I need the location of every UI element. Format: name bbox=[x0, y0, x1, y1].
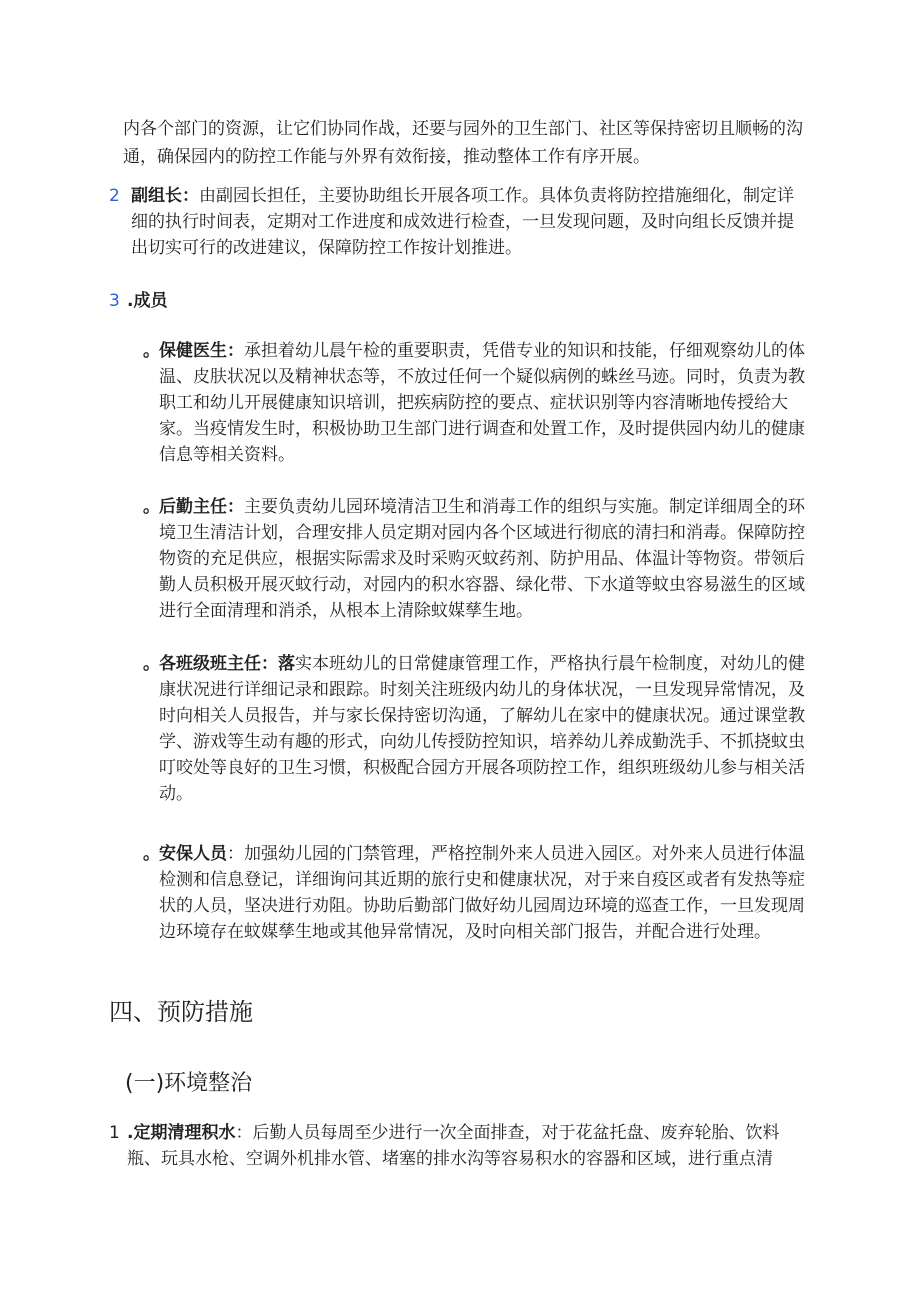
member-logistics-director bbox=[159, 494, 809, 624]
vice-leader-label: 副组长： bbox=[131, 186, 199, 206]
member-text: 实本班幼儿的日常健康管理工作，严格执行晨午检制度，对幼儿的健康状况进行详细记录和跟踪。时刻关注班级内幼儿的身体状况，一旦发现异常情况，及时向相关人员报告，并与家长保持密切沟通，了解幼儿在家中的健康状况。通过课堂教学、游戏等生动有趣的形式，向幼儿传授防控知识，培养幼儿养成勤洗手、不抓挠蚊虫叮咬处等良好的卫生习惯，积极配合园方开展各项防控工作，组织班级幼儿参与相关活动。 bbox=[159, 654, 805, 804]
member-security-staff bbox=[159, 841, 809, 945]
members-heading: .成员 bbox=[127, 291, 168, 311]
member-health-doctor bbox=[159, 338, 809, 468]
item-number: 2 bbox=[109, 186, 120, 206]
item-number: 1 bbox=[109, 1123, 120, 1143]
bullet-icon: 。 bbox=[143, 497, 160, 517]
member-label: 安保人员 bbox=[159, 844, 227, 864]
item-number: 3 bbox=[109, 291, 120, 311]
member-text: 主要负责幼儿园环境清洁卫生和消毒工作的组织与实施。制定详细周全的环境卫生清洁计划，合理安排人员定期对园内各个区域进行彻底的清扫和消毒。保障防控物资的充足供应，根据实际需求及时采购灭蚊药剂、防护用品、体温计等物资。带领后勤人员积极开展灭蚊行动，对园内的积水容器、绿化带、下水道等蚊虫容易滋生的区域进行全面清理和消杀，从根本上清除蚊媒孳生地。 bbox=[159, 497, 805, 621]
subsection-heading: (一)环境整治 bbox=[125, 1071, 253, 1096]
member-text: 承担着幼儿晨午检的重要职责，凭借专业的知识和技能，仔细观察幼儿的体温、皮肤状况以及精神状态等，不放过任何一个疑似病例的蛛丝马迹。同时，负责为教职工和幼儿开展健康知识培训，把疾病防控的要点、症状识别等内容清晰地传授给大家。当疫情发生时，积极协助卫生部门进行调查和处置工作，及时提供园内幼儿的健康信息等相关资料。 bbox=[159, 341, 805, 465]
bullet-icon: 。 bbox=[143, 844, 160, 864]
measure-text: ：后勤人员每周至少进行一次全面排查，对于花盆托盘、废弃轮胎、饮料瓶、玩具水枪、空调外机排水管、堵塞的排水沟等容易积水的容器和区域，进行重点清 bbox=[127, 1123, 780, 1169]
measure-label: .定期清理积水 bbox=[127, 1123, 236, 1143]
section-heading: 四、预防措施 bbox=[109, 998, 253, 1026]
intro-line-2: 通，确保园内的防控工作能与外界有效衔接，推动整体工作有序开展。 bbox=[123, 147, 650, 167]
vice-leader-paragraph bbox=[131, 183, 801, 261]
member-label: 后勤主任： bbox=[159, 497, 244, 517]
member-label: 保健医生： bbox=[159, 341, 244, 361]
measure-clear-water bbox=[127, 1120, 801, 1172]
bullet-icon: 。 bbox=[143, 341, 160, 361]
member-text: ：加强幼儿园的门禁管理，严格控制外来人员进入园区。对外来人员进行体温检测和信息登记，详细询问其近期的旅行史和健康状况，对于来自疫区或者有发热等症状的人员，坚决进行劝阻。协助后勤部门做好幼儿园周边环境的巡查工作，一旦发现周边环境存在蚊媒孳生地或其他异常情况，及时向相关部门报告，并配合进行处理。 bbox=[159, 844, 805, 942]
bullet-icon: 。 bbox=[143, 654, 160, 674]
member-class-teacher bbox=[159, 651, 809, 807]
intro-line-1: 内各个部门的资源，让它们协同作战，还要与园外的卫生部门、社区等保持密切且顺畅的沟 bbox=[123, 119, 803, 139]
member-label: 各班级班主任：落 bbox=[159, 654, 295, 674]
vice-leader-text: 由副园长担任，主要协助组长开展各项工作。具体负责将防控措施细化，制定详细的执行时间表，定期对工作进度和成效进行检查，一旦发现问题，及时向组长反馈并提出切实可行的改进建议，保障防控工作按计划推进。 bbox=[131, 186, 794, 258]
